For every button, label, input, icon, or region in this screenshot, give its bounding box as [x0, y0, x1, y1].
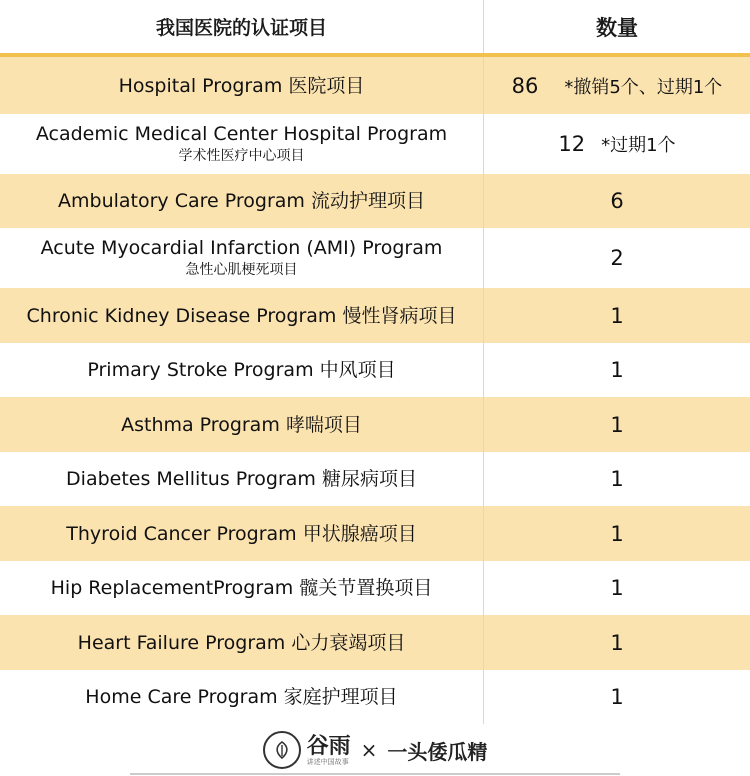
- table-row: [0, 615, 750, 670]
- collab-separator: ×: [360, 738, 378, 762]
- header-program: 我国医院的认证项目: [0, 0, 484, 53]
- table-row: [0, 561, 750, 615]
- program-name: Home Care Program 家庭护理项目: [85, 686, 398, 708]
- program-count: 1: [610, 521, 624, 546]
- header-count: 数量: [596, 15, 638, 40]
- grain-rain-logo-icon: [263, 731, 301, 769]
- footer-divider: [130, 773, 620, 775]
- table-row: [0, 228, 750, 288]
- program-count: 2: [610, 246, 624, 270]
- program-name: Thyroid Cancer Program 甲状腺癌项目: [66, 522, 417, 545]
- program-name: Acute Myocardial Infarction (AMI) Program: [40, 237, 443, 259]
- brand-name: 谷雨 讲述中国故事: [306, 732, 351, 766]
- program-name: Ambulatory Care Program 流动护理项目: [58, 190, 425, 212]
- program-count: 1: [610, 412, 624, 437]
- table-row: [0, 506, 750, 561]
- program-count: 1: [610, 576, 624, 600]
- program-name-zh: 学术性医疗中心项目: [178, 148, 305, 164]
- table-row: [0, 288, 750, 343]
- program-note: *过期1个: [601, 135, 676, 156]
- table-row: [0, 114, 750, 174]
- table-row: [0, 174, 750, 228]
- program-note: *撤销5个、过期1个: [564, 76, 723, 98]
- program-name: Diabetes Mellitus Program 糖尿病项目: [66, 468, 417, 490]
- program-count: 1: [610, 467, 624, 491]
- program-name-zh: 急性心肌梗死项目: [185, 262, 298, 278]
- table-header: [0, 0, 750, 57]
- table-row: [0, 57, 750, 114]
- program-count: 12: [558, 132, 586, 156]
- program-count: 1: [610, 630, 624, 655]
- program-count: 6: [610, 189, 624, 213]
- program-name: Primary Stroke Program 中风项目: [87, 359, 396, 381]
- footer-brand-bar: [0, 724, 750, 776]
- program-name: Asthma Program 哮喘项目: [121, 413, 362, 436]
- table-row: [0, 397, 750, 452]
- program-name: Academic Medical Center Hospital Program: [35, 123, 448, 145]
- program-count: 86: [511, 73, 539, 98]
- table-row: [0, 452, 750, 506]
- table-row: [0, 670, 750, 724]
- program-name: Chronic Kidney Disease Program 慢性肾病项目: [26, 304, 457, 327]
- program-count: 1: [610, 685, 624, 709]
- partner-name: 一头倭瓜精: [387, 739, 488, 764]
- program-count: 1: [610, 358, 624, 382]
- program-count: 1: [610, 303, 624, 328]
- table-row: [0, 343, 750, 397]
- program-name: Hip ReplacementProgram 髋关节置换项目: [50, 577, 433, 599]
- program-name: Heart Failure Program 心力衰竭项目: [77, 631, 406, 654]
- program-name: Hospital Program 医院项目: [118, 74, 365, 97]
